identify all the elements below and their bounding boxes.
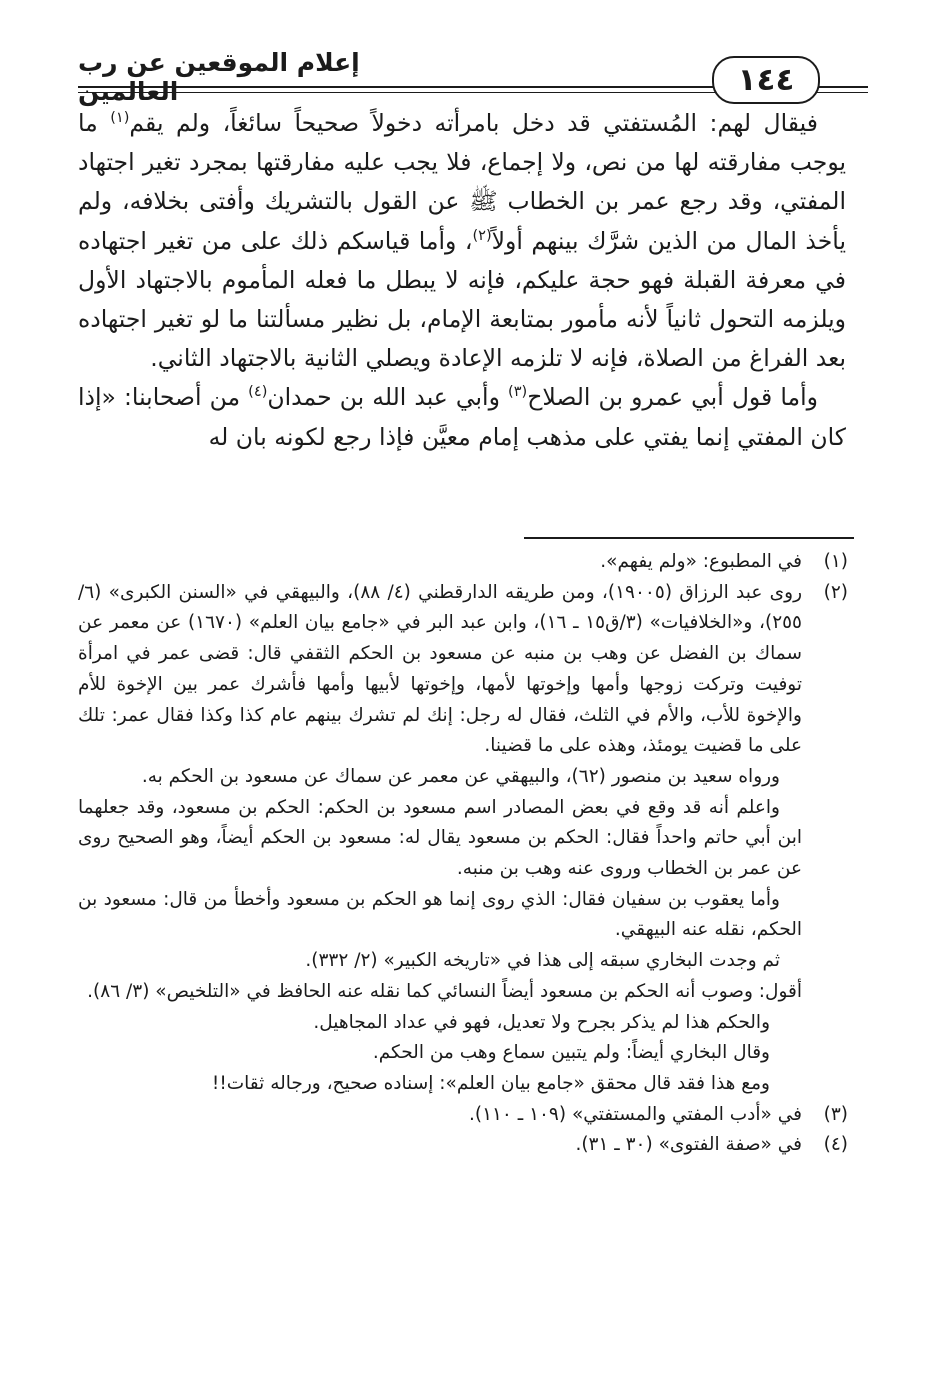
footnote-paragraph: ثم وجدت البخاري سبقه إلى هذا في «تاريخه الكبير» (٢/ ٣٣٢). <box>305 950 780 972</box>
footnote-paragraph: في المطبوع: «ولم يفهم». <box>600 551 802 572</box>
main-text <box>78 104 846 457</box>
footnote-number: (٢) <box>823 581 848 603</box>
text-segment: فيقال لهم: المُستفتي قد دخل بامرأته دخولاً صحيحاً سائغاً، ولم يقم <box>129 109 818 137</box>
footnote-paragraph: والحكم هذا لم يذكر بجرح ولا تعديل، فهو في عداد المجاهيل. <box>313 1011 770 1033</box>
body-paragraph <box>78 378 846 456</box>
footnote-1 <box>78 547 848 578</box>
footnote-paragraph: واعلم أنه قد وقع في بعض المصادر اسم مسعود بن الحكم: الحكم بن مسعود، وقد جعلهما ابن أبي حاتم واحداً فقال: الحكم بن مسعود يقال له: مسعود بن الحكم أيضاً، وهو الصحيح روى عن عمر بن الخطاب وروى عنه وهب بن منبه. <box>78 796 802 880</box>
footnote-number: (٤) <box>823 1134 848 1156</box>
footnote-paragraph: روى عبد الرزاق (١٩٠٠٥)، ومن طريقه الدارقطني (٤/ ٨٨)، والبيهقي في «السنن الكبرى» (٦/ ٢٥٥)، و«الخلافيات» (٣/ق١٥ ـ ١٦)، وابن عبد البر في «جامع بيان العلم» (١٦٧٠) عن معمر عن سماك بن الفضل عن وهب بن منبه عن مسعود بن الحكم الثقفي قال: قضى عمر في امرأة توفيت وتركت زوجها وأمها وإخوتها لأمها، وإخوتها لأبيها وأمها فأشرك عمر بين الإخوة للأم والإخوة للأب، والأم في الثلث، فقال له رجل: إنك لم تشرك بينهم عام كذا وكذا فقال عمر: تلك على ما قضيت يومئذ، وهذه على ما قضينا. <box>78 581 802 757</box>
text-segment: وأبي عبد الله بن حمدان <box>267 383 508 412</box>
footnote-number: (٣) <box>823 1103 848 1125</box>
page-number-badge <box>712 56 820 104</box>
text-segment: وأما قول أبي عمرو بن الصلاح <box>527 383 818 412</box>
footnote-paragraph: وأما يعقوب بن سفيان فقال: الذي روى إنما هو الحكم بن مسعود وأخطأ من قال: مسعود بن الحكم، نقله عنه البيهقي. <box>78 888 802 941</box>
footnote-3 <box>78 1100 848 1131</box>
footnote-4 <box>78 1130 848 1161</box>
footnote-number: (١) <box>823 551 848 572</box>
running-title: إعلام الموقعين عن رب <box>78 48 360 77</box>
footnote-paragraph: في «أدب المفتي والمستفتي» (١٠٩ ـ ١١٠). <box>468 1103 802 1125</box>
footnote-ref[interactable]: (١) <box>110 109 130 127</box>
footnote-body <box>78 547 802 578</box>
text-segment: ما يوجب مفارقته لها من نص، ولا إجماع، فلا يجب عليه مفارقتها بمجرد تغير اجتهاد المفتي، وقد رجع عمر بن الخطاب ﷺ عن القول بالتشريك وأفتى بخلافه، ولم يأخذ المال من الذين شرَّك بينهم أولاً <box>78 109 846 255</box>
footnote-ref[interactable]: (٤) <box>248 383 268 401</box>
footnote-body <box>78 1130 802 1161</box>
footnote-paragraph: في «صفة الفتوى» (٣٠ ـ ٣١). <box>575 1134 802 1156</box>
page-number: ١٤٤ <box>737 62 795 98</box>
page-header <box>78 48 868 96</box>
footnote-body <box>78 1100 802 1131</box>
footnote-2 <box>78 578 848 1100</box>
footnote-ref[interactable]: (٢) <box>472 226 492 244</box>
text-segment: ، وأما قياسكم ذلك على من تغير اجتهاده في معرفة القبلة فهو حجة عليكم، فإنه لا يبطل ما فعله المأموم بالاجتهاد الأول ويلزمه التحول ثانياً لأنه مأمور بمتابعة الإمام، بل نظير مسألتنا ما لو تغير اجتهاده بعد الفراغ من الصلاة، فإنه لا تلزمه الإعادة ويصلي الثانية بالاجتهاد الثاني. <box>78 226 846 373</box>
footnote-paragraph: وقال البخاري أيضاً: ولم يتبين سماع وهب من الحكم. <box>372 1042 770 1064</box>
footnote-paragraph: ومع هذا فقد قال محقق «جامع بيان العلم»: إسناده صحيح، ورجاله ثقات!! <box>211 1072 770 1094</box>
footnote-ref[interactable]: (٣) <box>508 383 528 401</box>
footnote-separator <box>524 537 854 539</box>
footnote-body <box>78 578 802 1100</box>
text-segment: من أصحابنا: «إذا كان المفتي إنما يفتي على مذهب إمام معيَّن فإذا رجع لكونه بان له <box>78 383 846 451</box>
footnote-paragraph: ورواه سعيد بن منصور (٦٢)، والبيهقي عن معمر عن سماك عن مسعود بن الحكم به. <box>141 765 780 787</box>
footnote-paragraph: أقول: وصوب أنه الحكم بن مسعود أيضاً النسائي كما نقله عنه الحافظ في «التلخيص» (٣/ ٨٦). <box>87 980 802 1002</box>
body-paragraph <box>78 104 846 378</box>
footnotes <box>78 547 848 1161</box>
